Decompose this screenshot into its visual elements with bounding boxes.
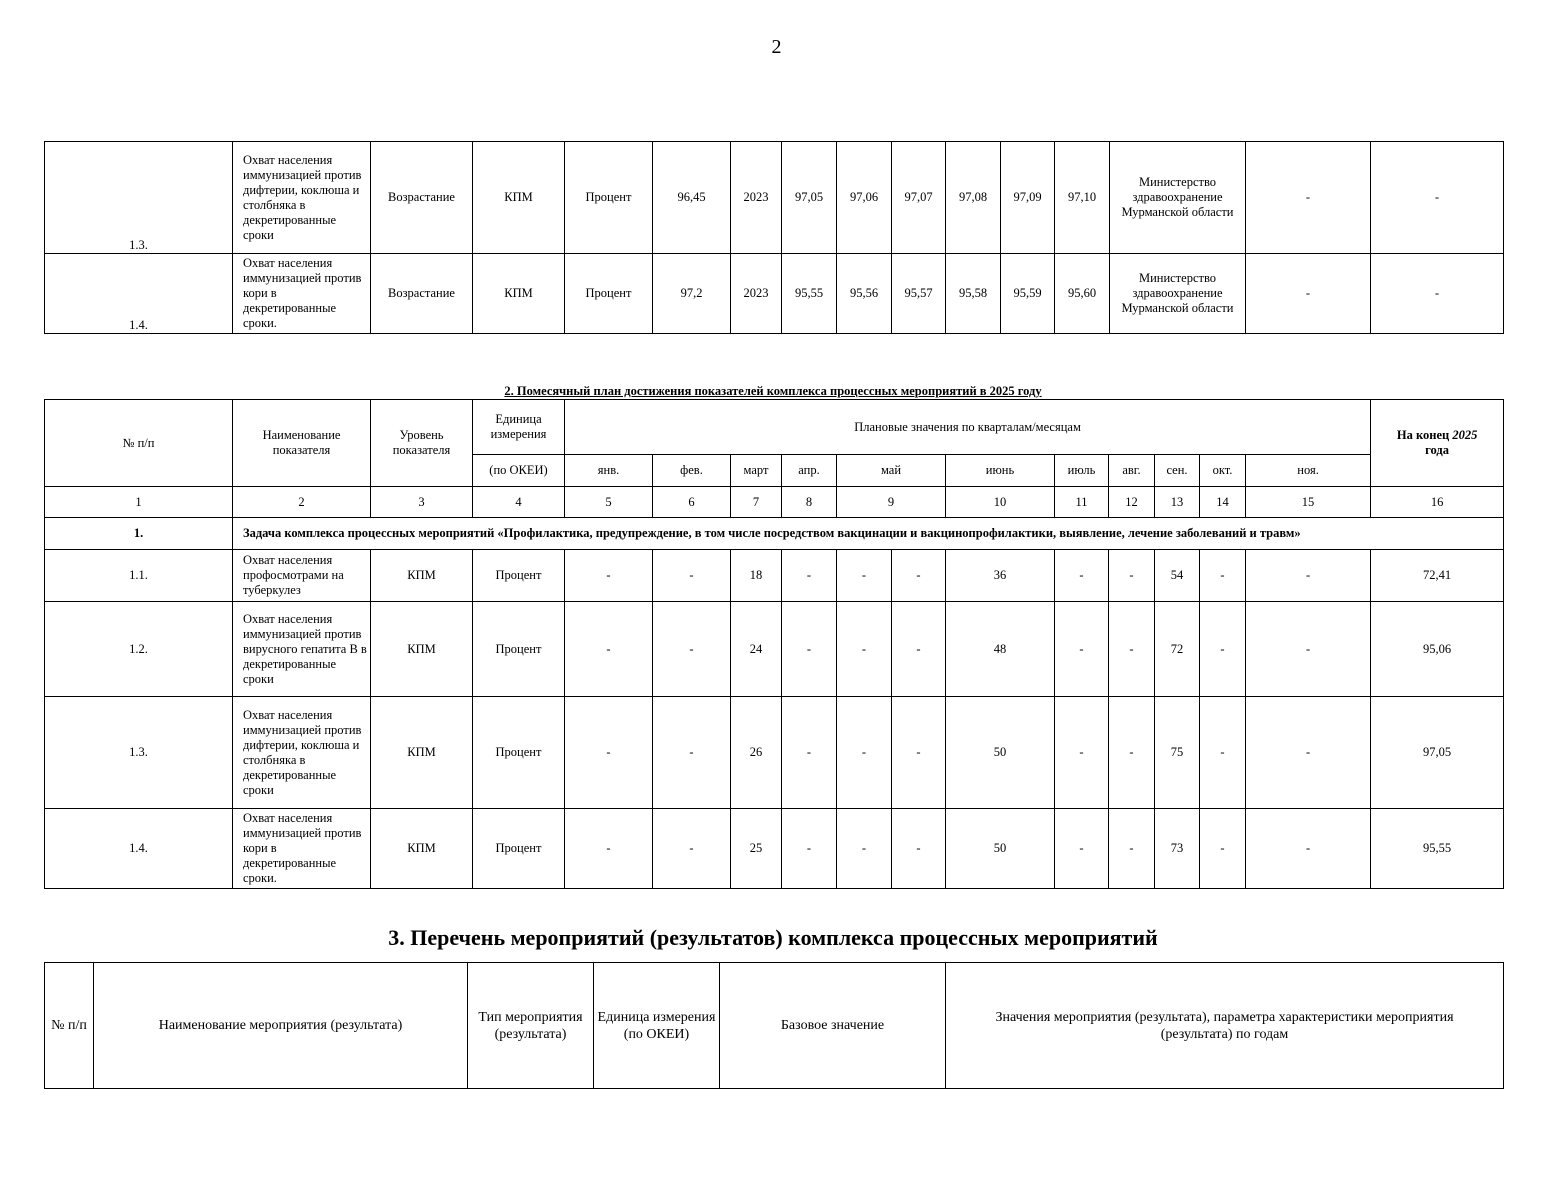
header-values-by-year: Значения мероприятия (результата), параметра характеристики мероприятия (результата) по годам bbox=[946, 963, 1504, 1089]
month-value: 48 bbox=[946, 602, 1055, 697]
month-value: 50 bbox=[946, 809, 1055, 889]
month-mar: март bbox=[731, 455, 782, 487]
header-num: № п/п bbox=[45, 963, 94, 1089]
month-value: 50 bbox=[946, 697, 1055, 809]
unit-cell: Процент bbox=[565, 142, 653, 254]
indicator-name: Охват населения иммунизацией против кори в декретированные сроки. bbox=[233, 809, 371, 889]
direction-cell: Возрастание bbox=[371, 142, 473, 254]
month-value: - bbox=[1055, 602, 1109, 697]
value-cell: 95,60 bbox=[1055, 254, 1110, 334]
header-unit: Единица измерения (по ОКЕИ) bbox=[594, 963, 720, 1089]
month-value: 72 bbox=[1155, 602, 1200, 697]
col-number: 10 bbox=[946, 487, 1055, 518]
month-value: 75 bbox=[1155, 697, 1200, 809]
row-number: 1.4. bbox=[45, 809, 233, 889]
month-value: - bbox=[1246, 697, 1371, 809]
row-number: 1.4. bbox=[45, 254, 233, 334]
end-of-year-value: 97,05 bbox=[1371, 697, 1504, 809]
value-cell: 95,57 bbox=[892, 254, 946, 334]
value-cell: 97,10 bbox=[1055, 142, 1110, 254]
month-sep: сен. bbox=[1155, 455, 1200, 487]
dash-cell: - bbox=[1246, 142, 1371, 254]
month-may: май bbox=[837, 455, 946, 487]
month-jul: июль bbox=[1055, 455, 1109, 487]
month-value: - bbox=[1109, 809, 1155, 889]
indicator-name: Охват населения иммунизацией против дифтерии, коклюша и столбняка в декретированные сроки bbox=[233, 697, 371, 809]
column-numbers-row bbox=[45, 487, 1504, 518]
value-cell: 97,06 bbox=[837, 142, 892, 254]
col-number: 9 bbox=[837, 487, 946, 518]
task-title: Задача комплекса процессных мероприятий «Профилактика, предупреждение, в том числе посредством вакцинации и вакцинопрофилактики, выявление, лечение заболеваний и травм» bbox=[233, 518, 1504, 550]
month-jun: июнь bbox=[946, 455, 1055, 487]
base-year-cell: 2023 bbox=[731, 142, 782, 254]
month-oct: окт. bbox=[1200, 455, 1246, 487]
month-nov: ноя. bbox=[1246, 455, 1371, 487]
level-cell: КПМ bbox=[371, 809, 473, 889]
row-number: 1.3. bbox=[45, 697, 233, 809]
month-value: - bbox=[837, 697, 892, 809]
month-value: - bbox=[837, 809, 892, 889]
header-measure-type: Тип мероприятия (результата) bbox=[468, 963, 594, 1089]
col-number: 5 bbox=[565, 487, 653, 518]
col-number: 2 bbox=[233, 487, 371, 518]
value-cell: 97,09 bbox=[1001, 142, 1055, 254]
header-num: № п/п bbox=[45, 400, 233, 487]
month-value: - bbox=[1246, 602, 1371, 697]
table-row bbox=[45, 602, 1504, 697]
month-value: 54 bbox=[1155, 550, 1200, 602]
value-cell: 95,56 bbox=[837, 254, 892, 334]
value-cell: 97,08 bbox=[946, 142, 1001, 254]
month-value: 24 bbox=[731, 602, 782, 697]
month-value: 25 bbox=[731, 809, 782, 889]
month-value: - bbox=[1246, 809, 1371, 889]
month-value: - bbox=[1109, 550, 1155, 602]
page-number: 2 bbox=[771, 36, 782, 58]
unit-cell: Процент bbox=[473, 697, 565, 809]
dash-cell: - bbox=[1371, 142, 1504, 254]
month-value: - bbox=[892, 602, 946, 697]
month-value: - bbox=[1055, 697, 1109, 809]
table-row bbox=[45, 550, 1504, 602]
col-number: 15 bbox=[1246, 487, 1371, 518]
month-value: 36 bbox=[946, 550, 1055, 602]
month-value: - bbox=[837, 550, 892, 602]
month-value: - bbox=[782, 809, 837, 889]
col-number: 6 bbox=[653, 487, 731, 518]
month-feb: фев. bbox=[653, 455, 731, 487]
indicator-name: Охват населения иммунизацией против кори в декретированные сроки. bbox=[233, 254, 371, 334]
month-value: 73 bbox=[1155, 809, 1200, 889]
month-value: 18 bbox=[731, 550, 782, 602]
base-value-cell: 96,45 bbox=[653, 142, 731, 254]
header-end-of-year: На конец 2025 года bbox=[1371, 400, 1504, 487]
month-value: - bbox=[1200, 602, 1246, 697]
table-row bbox=[45, 254, 1504, 334]
header-planned-values: Плановые значения по кварталам/месяцам bbox=[565, 400, 1371, 455]
month-value: - bbox=[782, 550, 837, 602]
unit-cell: Процент bbox=[473, 602, 565, 697]
month-value: - bbox=[782, 602, 837, 697]
section-3-title: 3. Перечень мероприятий (результатов) комплекса процессных мероприятий bbox=[388, 925, 1158, 950]
header-measure-name: Наименование мероприятия (результата) bbox=[94, 963, 468, 1089]
dash-cell: - bbox=[1246, 254, 1371, 334]
month-value: - bbox=[653, 697, 731, 809]
value-cell: 95,59 bbox=[1001, 254, 1055, 334]
level-cell: КПМ bbox=[371, 602, 473, 697]
header-unit-okei: (по ОКЕИ) bbox=[473, 455, 565, 487]
month-value: - bbox=[782, 697, 837, 809]
level-cell: КПМ bbox=[473, 254, 565, 334]
month-apr: апр. bbox=[782, 455, 837, 487]
month-value: - bbox=[653, 602, 731, 697]
indicator-name: Охват населения профосмотрами на туберкулез bbox=[233, 550, 371, 602]
month-value: - bbox=[1246, 550, 1371, 602]
end-of-year-value: 95,06 bbox=[1371, 602, 1504, 697]
col-number: 12 bbox=[1109, 487, 1155, 518]
header-base-value: Базовое значение bbox=[720, 963, 946, 1089]
indicator-name: Охват населения иммунизацией против дифтерии, коклюша и столбняка в декретированные сроки bbox=[233, 142, 371, 254]
month-value: - bbox=[892, 809, 946, 889]
month-value: - bbox=[1200, 550, 1246, 602]
task-number: 1. bbox=[45, 518, 233, 550]
month-value: - bbox=[1055, 550, 1109, 602]
task-row bbox=[45, 518, 1504, 550]
col-number: 11 bbox=[1055, 487, 1109, 518]
col-number: 3 bbox=[371, 487, 473, 518]
unit-cell: Процент bbox=[473, 809, 565, 889]
col-number: 4 bbox=[473, 487, 565, 518]
month-value: - bbox=[1109, 602, 1155, 697]
row-number: 1.3. bbox=[45, 142, 233, 254]
level-cell: КПМ bbox=[371, 697, 473, 809]
month-value: - bbox=[1055, 809, 1109, 889]
month-aug: авг. bbox=[1109, 455, 1155, 487]
col-number: 13 bbox=[1155, 487, 1200, 518]
month-value: - bbox=[653, 550, 731, 602]
unit-cell: Процент bbox=[473, 550, 565, 602]
direction-cell: Возрастание bbox=[371, 254, 473, 334]
unit-cell: Процент bbox=[565, 254, 653, 334]
month-value: - bbox=[565, 602, 653, 697]
row-number: 1.1. bbox=[45, 550, 233, 602]
month-value: - bbox=[565, 550, 653, 602]
col-number: 1 bbox=[45, 487, 233, 518]
value-cell: 97,05 bbox=[782, 142, 837, 254]
indicator-name: Охват населения иммунизацией против вирусного гепатита В в декретированные сроки bbox=[233, 602, 371, 697]
base-year-cell: 2023 bbox=[731, 254, 782, 334]
dash-cell: - bbox=[1371, 254, 1504, 334]
value-cell: 95,58 bbox=[946, 254, 1001, 334]
month-value: - bbox=[837, 602, 892, 697]
table-row bbox=[45, 697, 1504, 809]
month-value: - bbox=[892, 550, 946, 602]
col-number: 8 bbox=[782, 487, 837, 518]
col-number: 14 bbox=[1200, 487, 1246, 518]
month-value: - bbox=[653, 809, 731, 889]
month-value: 26 bbox=[731, 697, 782, 809]
level-cell: КПМ bbox=[473, 142, 565, 254]
header-name: Наименование показателя bbox=[233, 400, 371, 487]
value-cell: 97,07 bbox=[892, 142, 946, 254]
row-number: 1.2. bbox=[45, 602, 233, 697]
responsible-cell: Министерство здравоохранение Мурманской области bbox=[1110, 142, 1246, 254]
base-value-cell: 97,2 bbox=[653, 254, 731, 334]
month-value: - bbox=[1200, 697, 1246, 809]
month-value: - bbox=[565, 809, 653, 889]
col-number: 7 bbox=[731, 487, 782, 518]
col-number: 16 bbox=[1371, 487, 1504, 518]
value-cell: 95,55 bbox=[782, 254, 837, 334]
end-of-year-value: 72,41 bbox=[1371, 550, 1504, 602]
month-value: - bbox=[565, 697, 653, 809]
month-jan: янв. bbox=[565, 455, 653, 487]
table-row bbox=[45, 809, 1504, 889]
section-2-title: 2. Помесячный план достижения показателей комплекса процессных мероприятий в 2025 году bbox=[504, 384, 1042, 398]
header-unit: Единица измерения bbox=[473, 400, 565, 455]
monthly-plan-table bbox=[44, 399, 1504, 889]
header-level: Уровень показателя bbox=[371, 400, 473, 487]
indicators-table-continuation bbox=[44, 141, 1504, 334]
level-cell: КПМ bbox=[371, 550, 473, 602]
month-value: - bbox=[892, 697, 946, 809]
measures-table bbox=[44, 962, 1504, 1089]
month-value: - bbox=[1109, 697, 1155, 809]
end-of-year-value: 95,55 bbox=[1371, 809, 1504, 889]
month-value: - bbox=[1200, 809, 1246, 889]
table-row bbox=[45, 142, 1504, 254]
responsible-cell: Министерство здравоохранение Мурманской области bbox=[1110, 254, 1246, 334]
